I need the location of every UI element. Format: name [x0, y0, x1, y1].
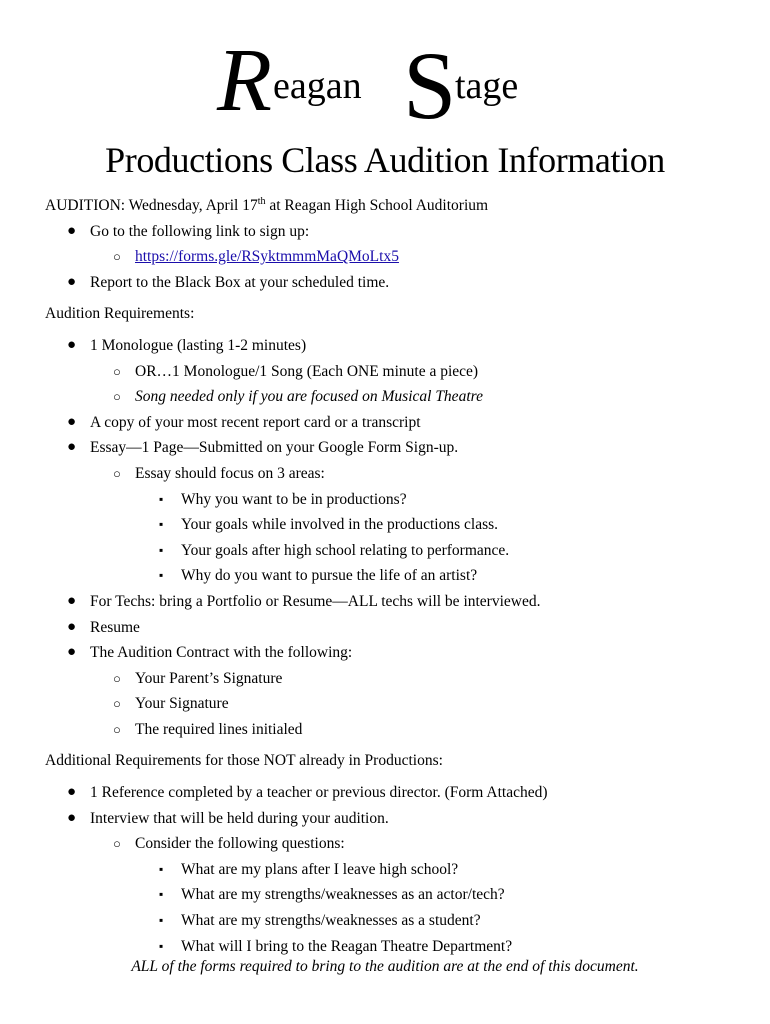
- bullet-dot-icon: ●: [67, 273, 77, 290]
- list-item: ▪ What are my plans after I leave high school?: [45, 857, 745, 883]
- list-item: ▪ What will I bring to the Reagan Theatre Department?: [45, 934, 745, 960]
- bullet-square-icon: ▪: [159, 938, 164, 953]
- bullet-circle-icon: ○: [113, 721, 121, 737]
- bullet-circle-icon: ○: [113, 696, 121, 712]
- list-item: ○ Consider the following questions:: [45, 831, 745, 857]
- additional-heading: Additional Requirements for those NOT already in Productions:: [45, 752, 443, 770]
- list-item: ● Essay—1 Page—Submitted on your Google Form Sign-up.: [45, 435, 745, 461]
- logo-word-tage: tage: [455, 65, 519, 107]
- list-item: ○ Essay should focus on 3 areas:: [45, 461, 745, 487]
- signup-link[interactable]: https://forms.gle/RSyktmmmMaQMoLtx5: [135, 248, 399, 266]
- bullet-dot-icon: ●: [67, 644, 77, 661]
- list-item: ● 1 Monologue (lasting 1-2 minutes): [45, 333, 745, 359]
- bullet-square-icon: ▪: [159, 517, 164, 532]
- logo-word-eagan: eagan: [273, 65, 362, 107]
- audition-date-line: AUDITION: Wednesday, April 17th at Reagan High School Auditorium: [45, 195, 489, 214]
- bullet-circle-icon: ○: [113, 836, 121, 852]
- list-item: ○ OR…1 Monologue/1 Song (Each ONE minute a piece): [45, 359, 745, 385]
- list-item: ● Resume: [45, 615, 745, 641]
- requirements-heading: Audition Requirements:: [45, 305, 195, 323]
- footer-note: ALL of the forms required to bring to the audition are at the end of this document.: [131, 958, 639, 975]
- list-item: ▪ Why you want to be in productions?: [45, 487, 745, 513]
- bullet-dot-icon: ●: [67, 413, 77, 430]
- bullet-circle-icon: ○: [113, 670, 121, 686]
- bullet-square-icon: ▪: [159, 568, 164, 583]
- bullet-square-icon: ▪: [159, 491, 164, 506]
- reagan-stage-logo: [0, 40, 770, 140]
- bullet-dot-icon: ●: [67, 222, 77, 239]
- list-item: ▪ What are my strengths/weaknesses as an actor/tech?: [45, 882, 745, 908]
- logo-initial-s: S: [403, 40, 457, 139]
- bullet-circle-icon: ○: [113, 465, 121, 481]
- list-item: [45, 244, 745, 270]
- list-item: ○ Song needed only if you are focused on Musical Theatre: [45, 384, 745, 410]
- bullet-dot-icon: ●: [67, 809, 77, 826]
- list-item: ● Go to the following link to sign up:: [45, 219, 745, 245]
- bullet-square-icon: ▪: [159, 861, 164, 876]
- bullet-dot-icon: ●: [67, 784, 77, 801]
- list-item: ● The Audition Contract with the following:: [45, 640, 745, 666]
- list-item: ○ Your Signature: [45, 691, 745, 717]
- bullet-dot-icon: ●: [67, 336, 77, 353]
- list-item: ● 1 Reference completed by a teacher or previous director. (Form Attached): [45, 780, 745, 806]
- list-item: ○ Your Parent’s Signature: [45, 666, 745, 692]
- bullet-square-icon: ▪: [159, 542, 164, 557]
- list-item: ● Report to the Black Box at your scheduled time.: [45, 270, 745, 296]
- bullet-dot-icon: ●: [67, 439, 77, 456]
- list-item: ● For Techs: bring a Portfolio or Resume—ALL techs will be interviewed.: [45, 589, 745, 615]
- list-item: ● A copy of your most recent report card or a transcript: [45, 410, 745, 436]
- list-item: ▪ Your goals while involved in the productions class.: [45, 512, 745, 538]
- page-title: Productions Class Audition Information: [105, 140, 665, 180]
- bullet-dot-icon: ●: [67, 592, 77, 609]
- bullet-dot-icon: ●: [67, 618, 77, 635]
- bullet-circle-icon: ○: [113, 249, 121, 265]
- logo-initial-r: R: [217, 40, 272, 130]
- list-item: ▪ What are my strengths/weaknesses as a student?: [45, 908, 745, 934]
- list-item: ▪ Your goals after high school relating to performance.: [45, 538, 745, 564]
- list-item: ▪ Why do you want to pursue the life of an artist?: [45, 563, 745, 589]
- bullet-circle-icon: ○: [113, 389, 121, 405]
- bullet-square-icon: ▪: [159, 887, 164, 902]
- list-item: ○ The required lines initialed: [45, 717, 745, 743]
- bullet-square-icon: ▪: [159, 913, 164, 928]
- document-body: [45, 193, 745, 959]
- list-item: ● Interview that will be held during your audition.: [45, 806, 745, 832]
- bullet-circle-icon: ○: [113, 363, 121, 379]
